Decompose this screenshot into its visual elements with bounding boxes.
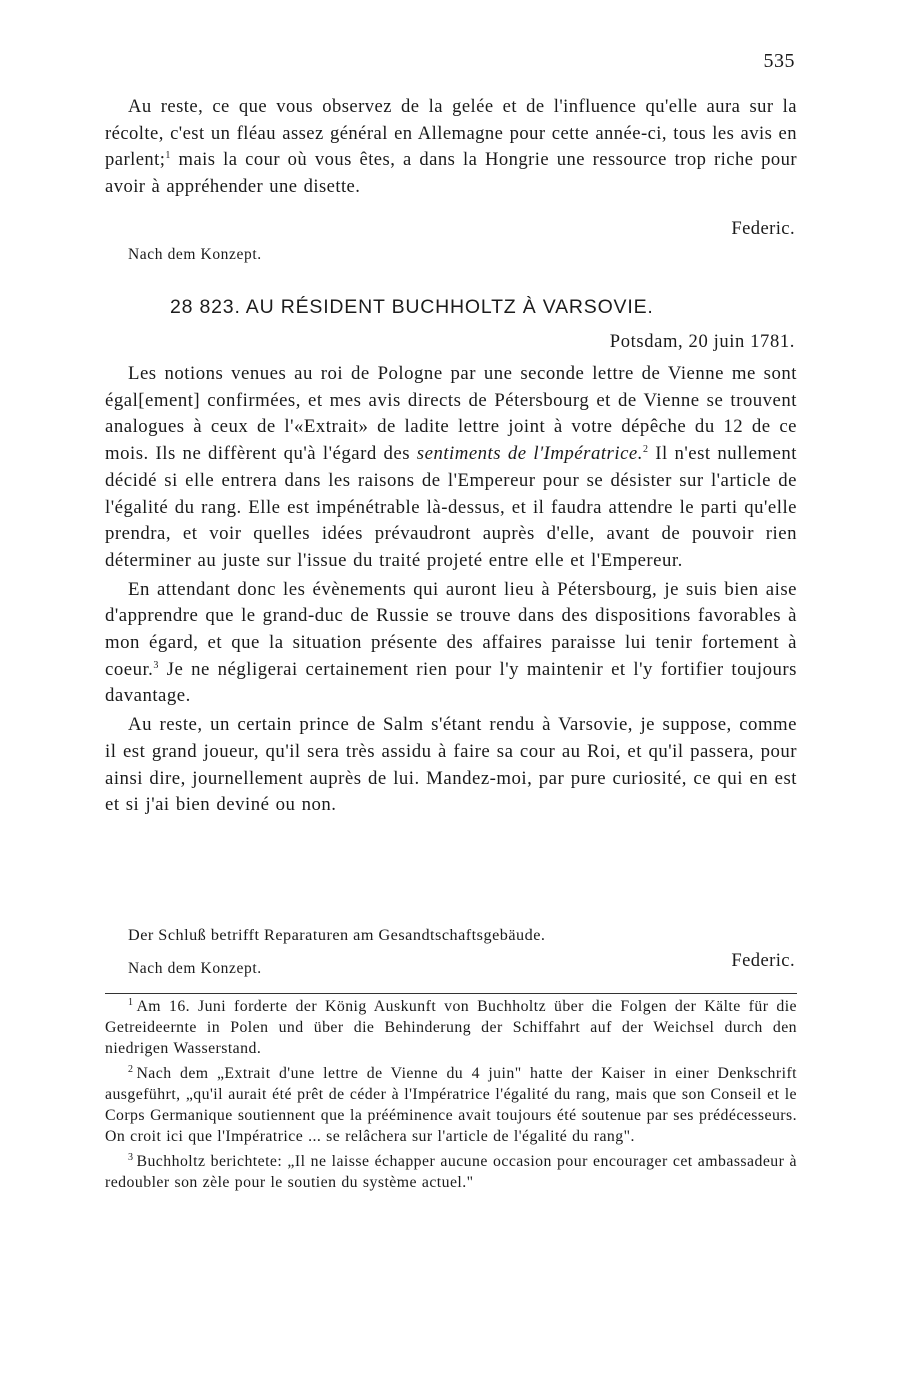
footnote-reference-1: 1: [165, 150, 171, 161]
previous-letter-text: Au reste, ce que vous observez de la gelée et de l'influence qu'elle aura sur la récolte, c'est un fléau assez général en Allemagne pour cette année-ci, tous les avis en parlent;: [105, 96, 797, 170]
footnote-separator: [105, 993, 797, 994]
footnote-1-mark: 1: [128, 997, 134, 1008]
footnotes: [105, 996, 797, 1197]
page-number: 535: [763, 50, 795, 72]
footnote-1: [105, 996, 797, 1059]
footnote-3: [105, 1151, 797, 1193]
letter-paragraph-1: [105, 361, 797, 575]
letter-paragraph-2: [105, 577, 797, 711]
footnote-reference-2: 2: [642, 444, 649, 456]
letter-heading: 28 823. AU RÉSIDENT BUCHHOLTZ À VARSOVIE.: [170, 296, 654, 318]
footnote-1-text: Am 16. Juni forderte der König Auskunft von Buchholtz über die Folgen der Kälte für die Getreideernte in Polen und über die Behinderung der Schiffahrt auf der Weichsel durch den niedrigen Wasserstand.: [105, 998, 797, 1057]
previous-letter-text-continued: mais la cour où vous êtes, a dans la Hongrie une ressource trop riche pour avoir à appréhender une disette.: [105, 149, 797, 197]
letter-source-note: Nach dem Konzept.: [128, 960, 262, 977]
paragraph-1-text-continued: Il n'est nullement décidé si elle entrera dans les raisons de l'Empereur pour se désister sur l'article de l'égalité du rang. Elle est impénétrable là-dessus, et il faudra attendre le parti qu'elle prendra, et voir quelles idées prévaudront auprès d'elle, avant de pouvoir rien déterminer au juste sur l'issue du traité projeté entre elle et l'Empereur.: [105, 443, 797, 571]
paragraph-2-text-continued: Je ne négligerai certainement rien pour l'y maintenir et l'y fortifier toujours davantage.: [105, 658, 797, 707]
footnote-2-text: Nach dem „Extrait d'une lettre de Vienne du 4 juin" hatte der Kaiser in einer Denkschrift ausgeführt, „qu'il aurait été prêt de céder à l'Impératrice l'égalité du rang, mais que son Conseil et le Corps Germanique soutiennent que la prééminence avait toujours été soutenue par ses prédécesseurs. On croit ici que l'Impératrice ... se relâchera sur l'article de l'égalité du rang".: [105, 1065, 797, 1145]
letter-paragraph-3: Au reste, un certain prince de Salm s'étant rendu à Varsovie, je suppose, comme il est grand joueur, qu'il sera très assidu à faire sa cour au Roi, et qu'il passera, pour ainsi dire, journellement auprès de lui. Mandez-moi, par pure curiosité, ce qui en est et si j'ai bien deviné ou non.: [105, 714, 797, 816]
letter-body: [105, 361, 797, 821]
previous-letter-signature: Federic.: [731, 218, 795, 239]
paragraph-1-text: Les notions venues au roi de Pologne par une seconde lettre de Vienne me sont égal[ement] confirmées, et mes avis directs de Pétersbourg et de Vienne se trouvent analogues à ceux de l'«Extrait» de ladite lettre joint à votre dépêche du 12 de ce mois. Ils ne diffèrent qu'à l'égard des: [105, 363, 797, 465]
letter-signature: Federic.: [731, 950, 795, 971]
footnote-2: [105, 1063, 797, 1147]
paragraph-1-emphasis: sentiments de l'Impératrice.: [416, 443, 643, 465]
footnote-3-mark: 3: [128, 1152, 134, 1163]
paragraph-2-text: En attendant donc les évènements qui auront lieu à Pétersbourg, je suis bien aise d'apprendre que le grand-duc de Russie se trouve dans des dispositions favorables à mon égard, et que la situation présente des affaires paraisse lui tenir fortement à coeur.: [105, 578, 797, 680]
letter-dateline: Potsdam, 20 juin 1781.: [609, 331, 795, 352]
previous-letter-paragraph: [105, 94, 797, 200]
footnote-3-text: Buchholtz berichtete: „Il ne laisse échapper aucune occasion pour encourager cet ambassadeur à redoubler son zèle pour le soutien du système actuel.": [105, 1153, 797, 1191]
previous-letter-closing: [105, 94, 797, 200]
footnote-reference-3: 3: [153, 659, 159, 671]
footnote-2-mark: 2: [128, 1064, 134, 1075]
letter-summary-note: Der Schluß betrifft Reparaturen am Gesandtschaftsgebäude.: [128, 926, 546, 944]
previous-letter-source-note: Nach dem Konzept.: [128, 246, 262, 263]
